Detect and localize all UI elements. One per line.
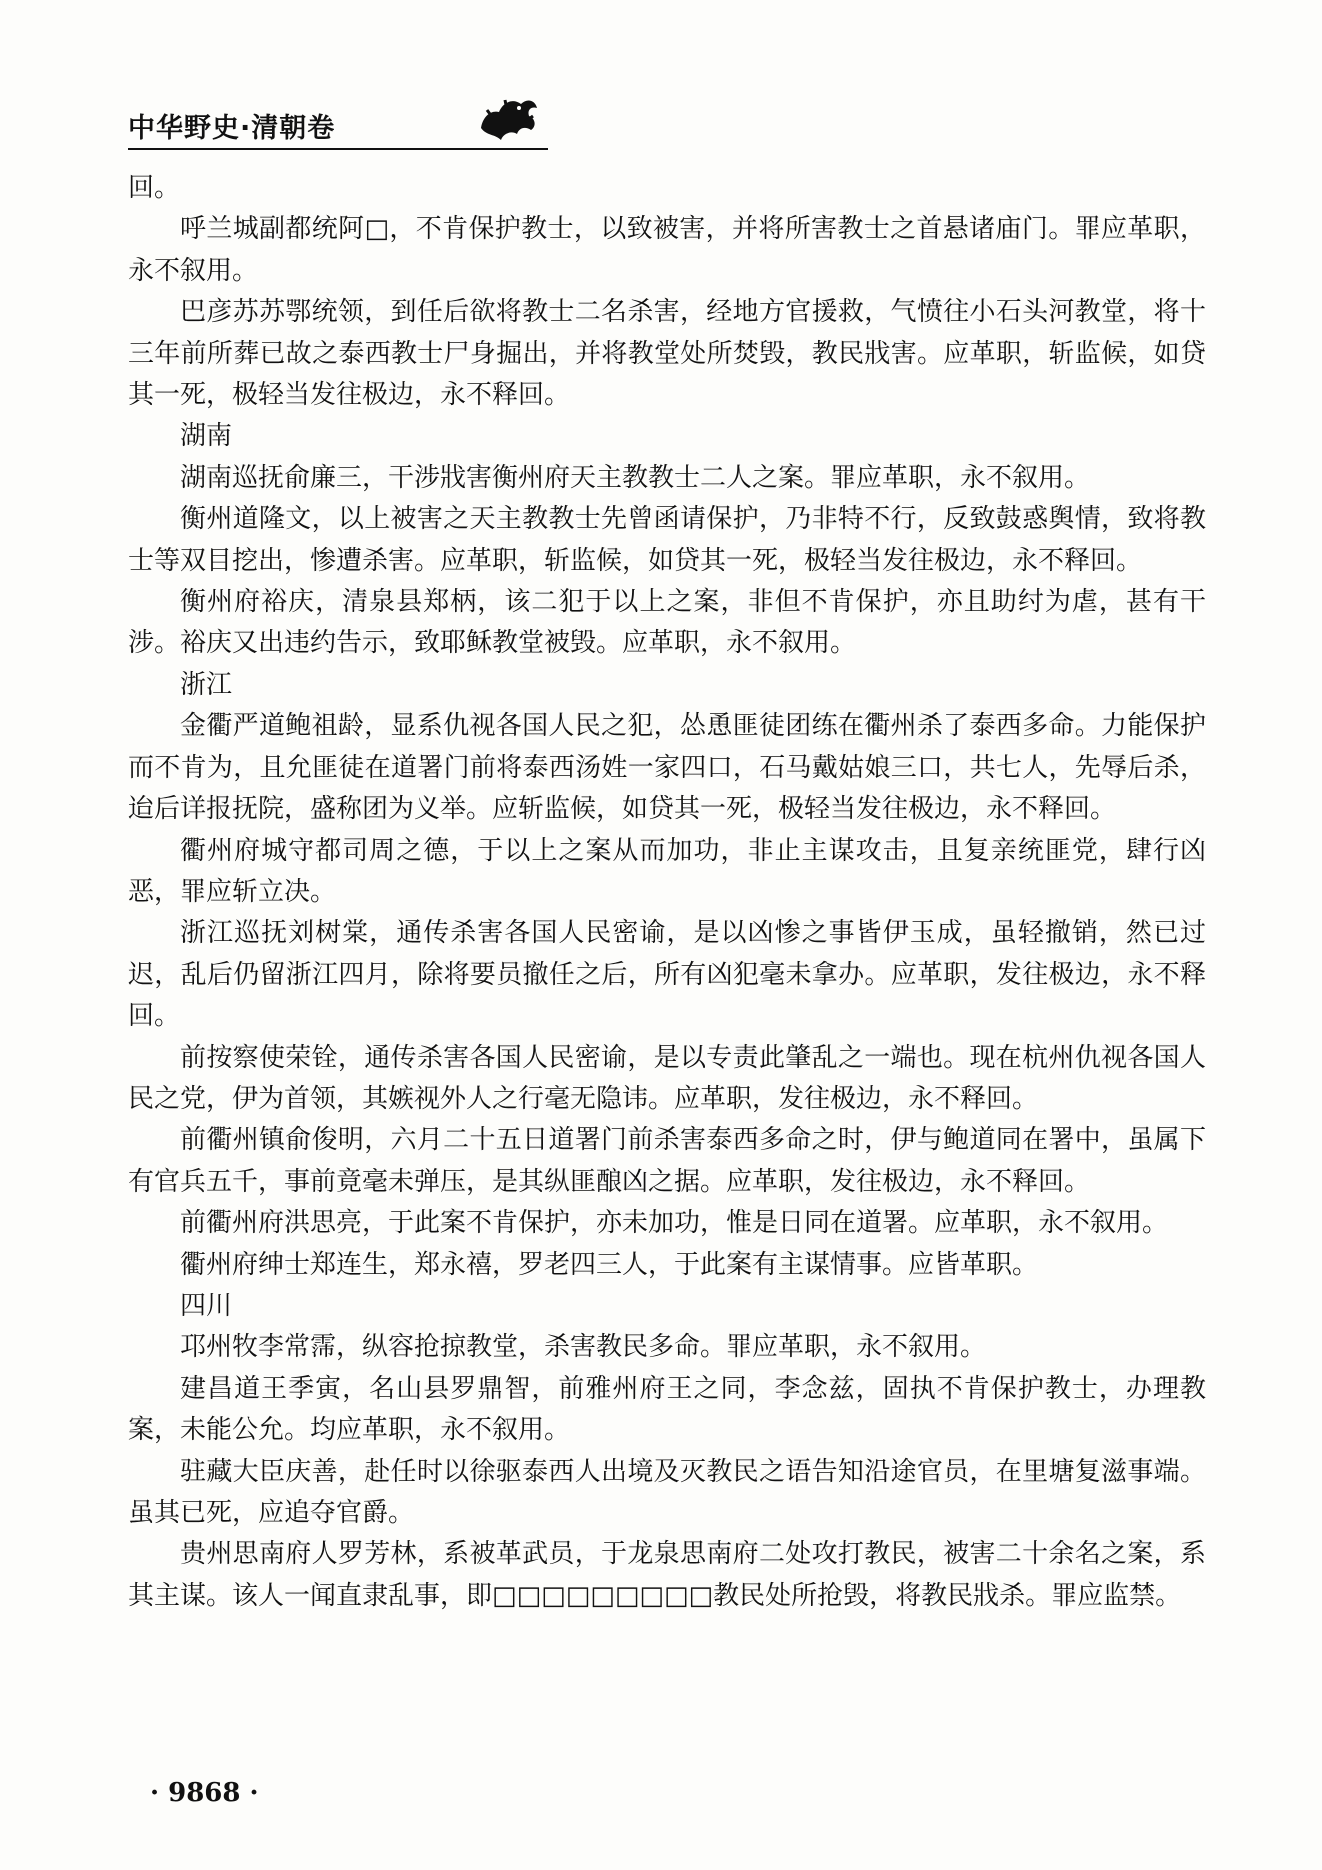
region-heading: 四川 <box>180 1290 233 1321</box>
paragraph: 衡州府裕庆，清泉县郑柄，该二犯于以上之案，非但不肯保护，亦且助纣为虐，甚有干涉。裕庆又出违约告示，致耶稣教堂被毁。应革职，永不叙用。 <box>128 587 1206 659</box>
paragraph: 驻藏大臣庆善，赴任时以徐驱泰西人出境及灭教民之语告知沿途官员，在里塘复滋事端。虽其已死，应追夺官爵。 <box>128 1456 1206 1528</box>
paragraph: 巴彦苏苏鄂统领，到任后欲将教士二名杀害，经地方官援救，气愤往小石头河教堂，将十三年前所葬已故之泰西教士尸身掘出，并将教堂处所焚毁，教民戕害。应革职，斩监候，如贷其一死，极轻当发往极边，永不释回。 <box>128 297 1206 411</box>
paragraph: 回。 <box>128 173 181 203</box>
paragraph: 邛州牧李常霈，纵容抢掠教堂，杀害教民多命。罪应革职，永不叙用。 <box>180 1332 987 1363</box>
paragraph: 建昌道王季寅，名山县罗鼎智，前雅州府王之同，李念兹，固执不肯保护教士，办理教案，未能公允。均应革职，永不叙用。 <box>128 1373 1206 1446</box>
paragraph: 前按察使荣铨，通传杀害各国人民密谕，是以专责此肇乱之一端也。现在杭州仇视各国人民之党，伊为首领，其嫉视外人之行毫无隐讳。应革职，发往极边，永不释回。 <box>128 1042 1206 1114</box>
header-rule <box>128 148 548 150</box>
dragon-emblem-icon <box>473 88 543 146</box>
paragraph: 衢州府城守都司周之德，于以上之案从而加功，非止主谋攻击，且复亲统匪党，肆行凶恶，罪应斩立决。 <box>128 835 1206 907</box>
document-body <box>128 168 1206 1617</box>
paragraph: 呼兰城副都统阿□，不肯保护教士，以致被害，并将所害教士之首悬诸庙门。罪应革职，永不叙用。 <box>128 214 1206 286</box>
page-number: · 9868 · <box>150 1778 259 1808</box>
paragraph: 金衢严道鲍祖龄，显系仇视各国人民之犯，怂恿匪徒团练在衢州杀了泰西多命。力能保护而不肯为，且允匪徒在道署门前将泰西汤姓一家四口，石马戴姑娘三口，共七人，先辱后杀，迨后详报抚院，盛称团为义举。应斩监候，如贷其一死，极轻当发往极边，永不释回。 <box>128 711 1206 825</box>
region-heading: 湖南 <box>180 421 233 452</box>
running-header <box>128 96 548 156</box>
paragraph: 衢州府绅士郑连生，郑永禧，罗老四三人，于此案有主谋情事。应皆革职。 <box>180 1249 1039 1280</box>
paragraph: 贵州思南府人罗芳林，系被革武员，于龙泉思南府二处攻打教民，被害二十余名之案，系其主谋。该人一闻直隶乱事，即□□□□□□□□□教民处所抢毁，将教民戕杀。罪应监禁。 <box>128 1539 1206 1611</box>
paragraph: 前衢州府洪思亮，于此案不肯保护，亦未加功，惟是日同在道署。应革职，永不叙用。 <box>180 1208 1169 1239</box>
paragraph: 衡州道隆文，以上被害之天主教教士先曾函请保护，乃非特不行，反致鼓惑舆情，致将教士等双目挖出，惨遭杀害。应革职，斩监候，如贷其一死，极轻当发往极边，永不释回。 <box>128 504 1206 576</box>
paragraph: 浙江巡抚刘树棠，通传杀害各国人民密谕，是以凶惨之事皆伊玉成，虽轻撤销，然已过迟，乱后仍留浙江四月，除将要员撤任之后，所有凶犯毫未拿办。应革职，发往极边，永不释回。 <box>128 918 1206 1032</box>
region-heading: 浙江 <box>180 669 233 700</box>
book-title: 中华野史·清朝卷 <box>128 113 336 144</box>
paragraph: 湖南巡抚俞廉三，干涉戕害衡州府天主教教士二人之案。罪应革职，永不叙用。 <box>180 462 1091 493</box>
paragraph: 前衢州镇俞俊明，六月二十五日道署门前杀害泰西多命之时，伊与鲍道同在署中，虽属下有官兵五千，事前竟毫未弹压，是其纵匪酿凶之据。应革职，发往极边，永不释回。 <box>128 1125 1206 1197</box>
